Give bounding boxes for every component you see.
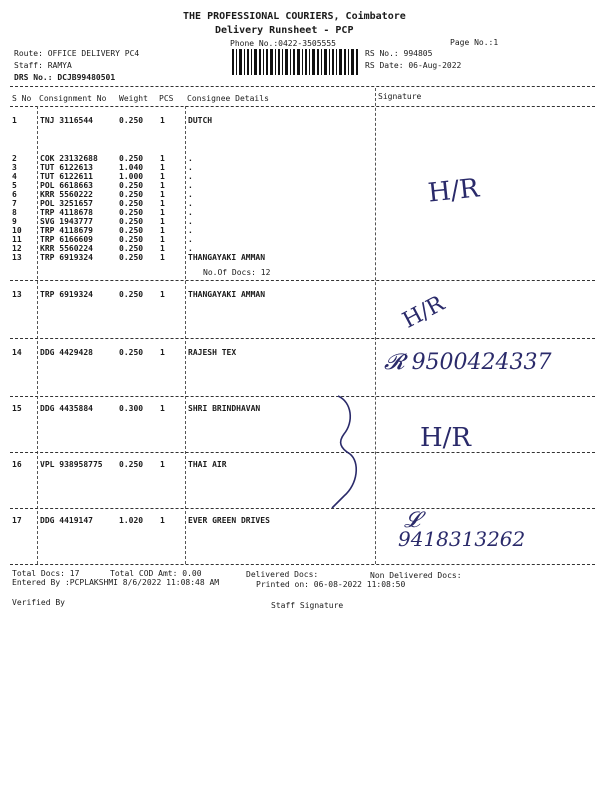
route-label: Route: OFFICE DELIVERY PC4 (14, 49, 140, 58)
row-details: . (188, 154, 193, 163)
row-consignment: TUT 6122613 (40, 163, 93, 172)
row-weight: 0.250 (119, 199, 144, 208)
phone-number: Phone No.:0422-3505555 (230, 39, 336, 48)
row-details: . (188, 199, 193, 208)
row-weight: 0.300 (119, 404, 144, 413)
col-sno: S No (12, 94, 32, 103)
row-details: THANGAYAKI AMMAN (188, 290, 266, 299)
signature-scribble-icon: 𝓡 (384, 350, 405, 375)
row-consignment: SVG 1943777 (40, 217, 93, 226)
barcode (232, 49, 358, 75)
row-pcs: 1 (160, 190, 165, 199)
row-weight: 0.250 (119, 290, 144, 299)
row-weight: 0.250 (119, 253, 144, 262)
row-consignment: DDG 4435884 (40, 404, 93, 413)
staff-label: Staff: RAMYA (14, 61, 72, 70)
row-pcs: 1 (160, 199, 165, 208)
row-pcs: 1 (160, 404, 165, 413)
row-sno: 5 (12, 181, 17, 190)
row-pcs: 1 (160, 460, 165, 469)
row-sno: 3 (12, 163, 17, 172)
rs-date: RS Date: 06-Aug-2022 (365, 61, 462, 70)
row-details: . (188, 172, 193, 181)
row-pcs: 1 (160, 116, 165, 125)
row-weight: 0.250 (119, 226, 144, 235)
row-sno: 8 (12, 208, 17, 217)
row-details: THAI AIR (188, 460, 227, 469)
row-weight: 0.250 (119, 460, 144, 469)
row-pcs: 1 (160, 208, 165, 217)
row-pcs: 1 (160, 172, 165, 181)
row-separator (10, 338, 595, 339)
row-sno: 1 (12, 116, 17, 125)
row-consignment: POL 6618663 (40, 181, 93, 190)
total-cod: Total COD Amt: 0.00 (110, 569, 202, 578)
group-doc-count: No.Of Docs: 12 (203, 268, 271, 277)
row-consignment: TRP 4118679 (40, 226, 93, 235)
entered-by: Entered By :PCPLAKSHMI 8/6/2022 11:08:48 AM (12, 578, 220, 587)
row-weight: 1.000 (119, 172, 144, 181)
row-sno: 11 (12, 235, 22, 244)
row-consignment: KRR 5560222 (40, 190, 93, 199)
signature-phone-2 (398, 508, 525, 551)
col-signature: Signature (378, 92, 422, 101)
row-sno: 13 (12, 290, 22, 299)
row-details: THANGAYAKI AMMAN (188, 253, 266, 262)
row-sno: 9 (12, 217, 17, 226)
row-details: . (188, 163, 193, 172)
company-name: THE PROFESSIONAL COURIERS, Coimbatore (183, 11, 406, 22)
non-delivered-docs: Non Delivered Docs: (370, 571, 462, 580)
row-pcs: 1 (160, 253, 165, 262)
row-consignment: COK 23132688 (40, 154, 98, 163)
row-pcs: 1 (160, 244, 165, 253)
col-weight: Weight (119, 94, 148, 103)
row-sno: 6 (12, 190, 17, 199)
rs-number: RS No.: 994805 (365, 49, 433, 58)
signature-hr-3: H/R (420, 423, 472, 453)
row-consignment: TRP 6919324 (40, 290, 93, 299)
drs-number: DRS No.: DCJB99480501 (14, 73, 116, 82)
row-weight: 0.250 (119, 348, 144, 357)
signature-hr-1: H/R (426, 173, 481, 209)
row-weight: 0.250 (119, 244, 144, 253)
row-details: SHRI BRINDHAVAN (188, 404, 261, 413)
row-details: . (188, 226, 193, 235)
row-sno: 16 (12, 460, 22, 469)
signature-phone-text: 9418313262 (398, 527, 526, 551)
row-consignment: VPL 938958775 (40, 460, 103, 469)
row-details: EVER GREEN DRIVES (188, 516, 270, 525)
page-number: Page No.:1 (450, 38, 499, 47)
signature-phone-1 (384, 350, 552, 375)
row-weight: 0.250 (119, 235, 144, 244)
row-consignment: DDG 4429428 (40, 348, 93, 357)
row-sno: 10 (12, 226, 22, 235)
row-sno: 12 (12, 244, 22, 253)
row-separator (10, 396, 595, 397)
printed-on: Printed on: 06-08-2022 11:08:50 (256, 580, 406, 589)
row-sno: 2 (12, 154, 17, 163)
row-details: DUTCH (188, 116, 213, 125)
table-bottom-rule (10, 564, 595, 565)
row-pcs: 1 (160, 235, 165, 244)
row-weight: 1.040 (119, 163, 144, 172)
row-consignment: TRP 6166609 (40, 235, 93, 244)
row-details: . (188, 208, 193, 217)
row-pcs: 1 (160, 154, 165, 163)
row-pcs: 1 (160, 217, 165, 226)
row-weight: 0.250 (119, 116, 144, 125)
row-weight: 1.020 (119, 516, 144, 525)
row-consignment: TRP 4118678 (40, 208, 93, 217)
row-pcs: 1 (160, 348, 165, 357)
row-weight: 0.250 (119, 208, 144, 217)
row-consignment: POL 3251657 (40, 199, 93, 208)
total-docs: Total Docs: 17 (12, 569, 80, 578)
signature-scribble-icon: 𝓛 (404, 508, 420, 533)
header-top-rule (10, 86, 595, 87)
row-sno: 15 (12, 404, 22, 413)
row-sno: 17 (12, 516, 22, 525)
row-weight: 0.250 (119, 154, 144, 163)
divider-sno (37, 106, 38, 564)
row-pcs: 1 (160, 516, 165, 525)
document-title: Delivery Runsheet - PCP (215, 25, 354, 36)
row-pcs: 1 (160, 290, 165, 299)
row-weight: 0.250 (119, 181, 144, 190)
row-sno: 13 (12, 253, 22, 262)
staff-signature: Staff Signature (271, 601, 344, 610)
row-pcs: 1 (160, 163, 165, 172)
col-pcs: PCS (159, 94, 174, 103)
bracket-scribble-icon (330, 392, 370, 512)
row-weight: 0.250 (119, 190, 144, 199)
col-consignee: Consignee Details (187, 94, 269, 103)
row-details: . (188, 235, 193, 244)
row-consignment: DDG 4419147 (40, 516, 93, 525)
signature-phone-text: 9500424337 (411, 350, 552, 375)
row-sno: 4 (12, 172, 17, 181)
delivered-docs: Delivered Docs: (246, 570, 319, 579)
signature-hr-2: H/R (398, 291, 449, 334)
row-consignment: TNJ 3116544 (40, 116, 93, 125)
divider-details (185, 106, 186, 564)
row-consignment: TRP 6919324 (40, 253, 93, 262)
row-sno: 7 (12, 199, 17, 208)
divider-signature (375, 88, 376, 564)
verified-by: Verified By (12, 598, 65, 607)
row-details: . (188, 217, 193, 226)
row-details: . (188, 181, 193, 190)
row-weight: 0.250 (119, 217, 144, 226)
row-pcs: 1 (160, 181, 165, 190)
col-consignment: Consignment No (39, 94, 107, 103)
row-sno: 14 (12, 348, 22, 357)
row-details: . (188, 244, 193, 253)
row-details: . (188, 190, 193, 199)
row-separator (10, 280, 595, 281)
row-consignment: TUT 6122611 (40, 172, 93, 181)
header-bottom-rule (10, 106, 595, 107)
row-consignment: KRR 5560224 (40, 244, 93, 253)
row-pcs: 1 (160, 226, 165, 235)
row-details: RAJESH TEX (188, 348, 237, 357)
row-separator (10, 452, 595, 453)
